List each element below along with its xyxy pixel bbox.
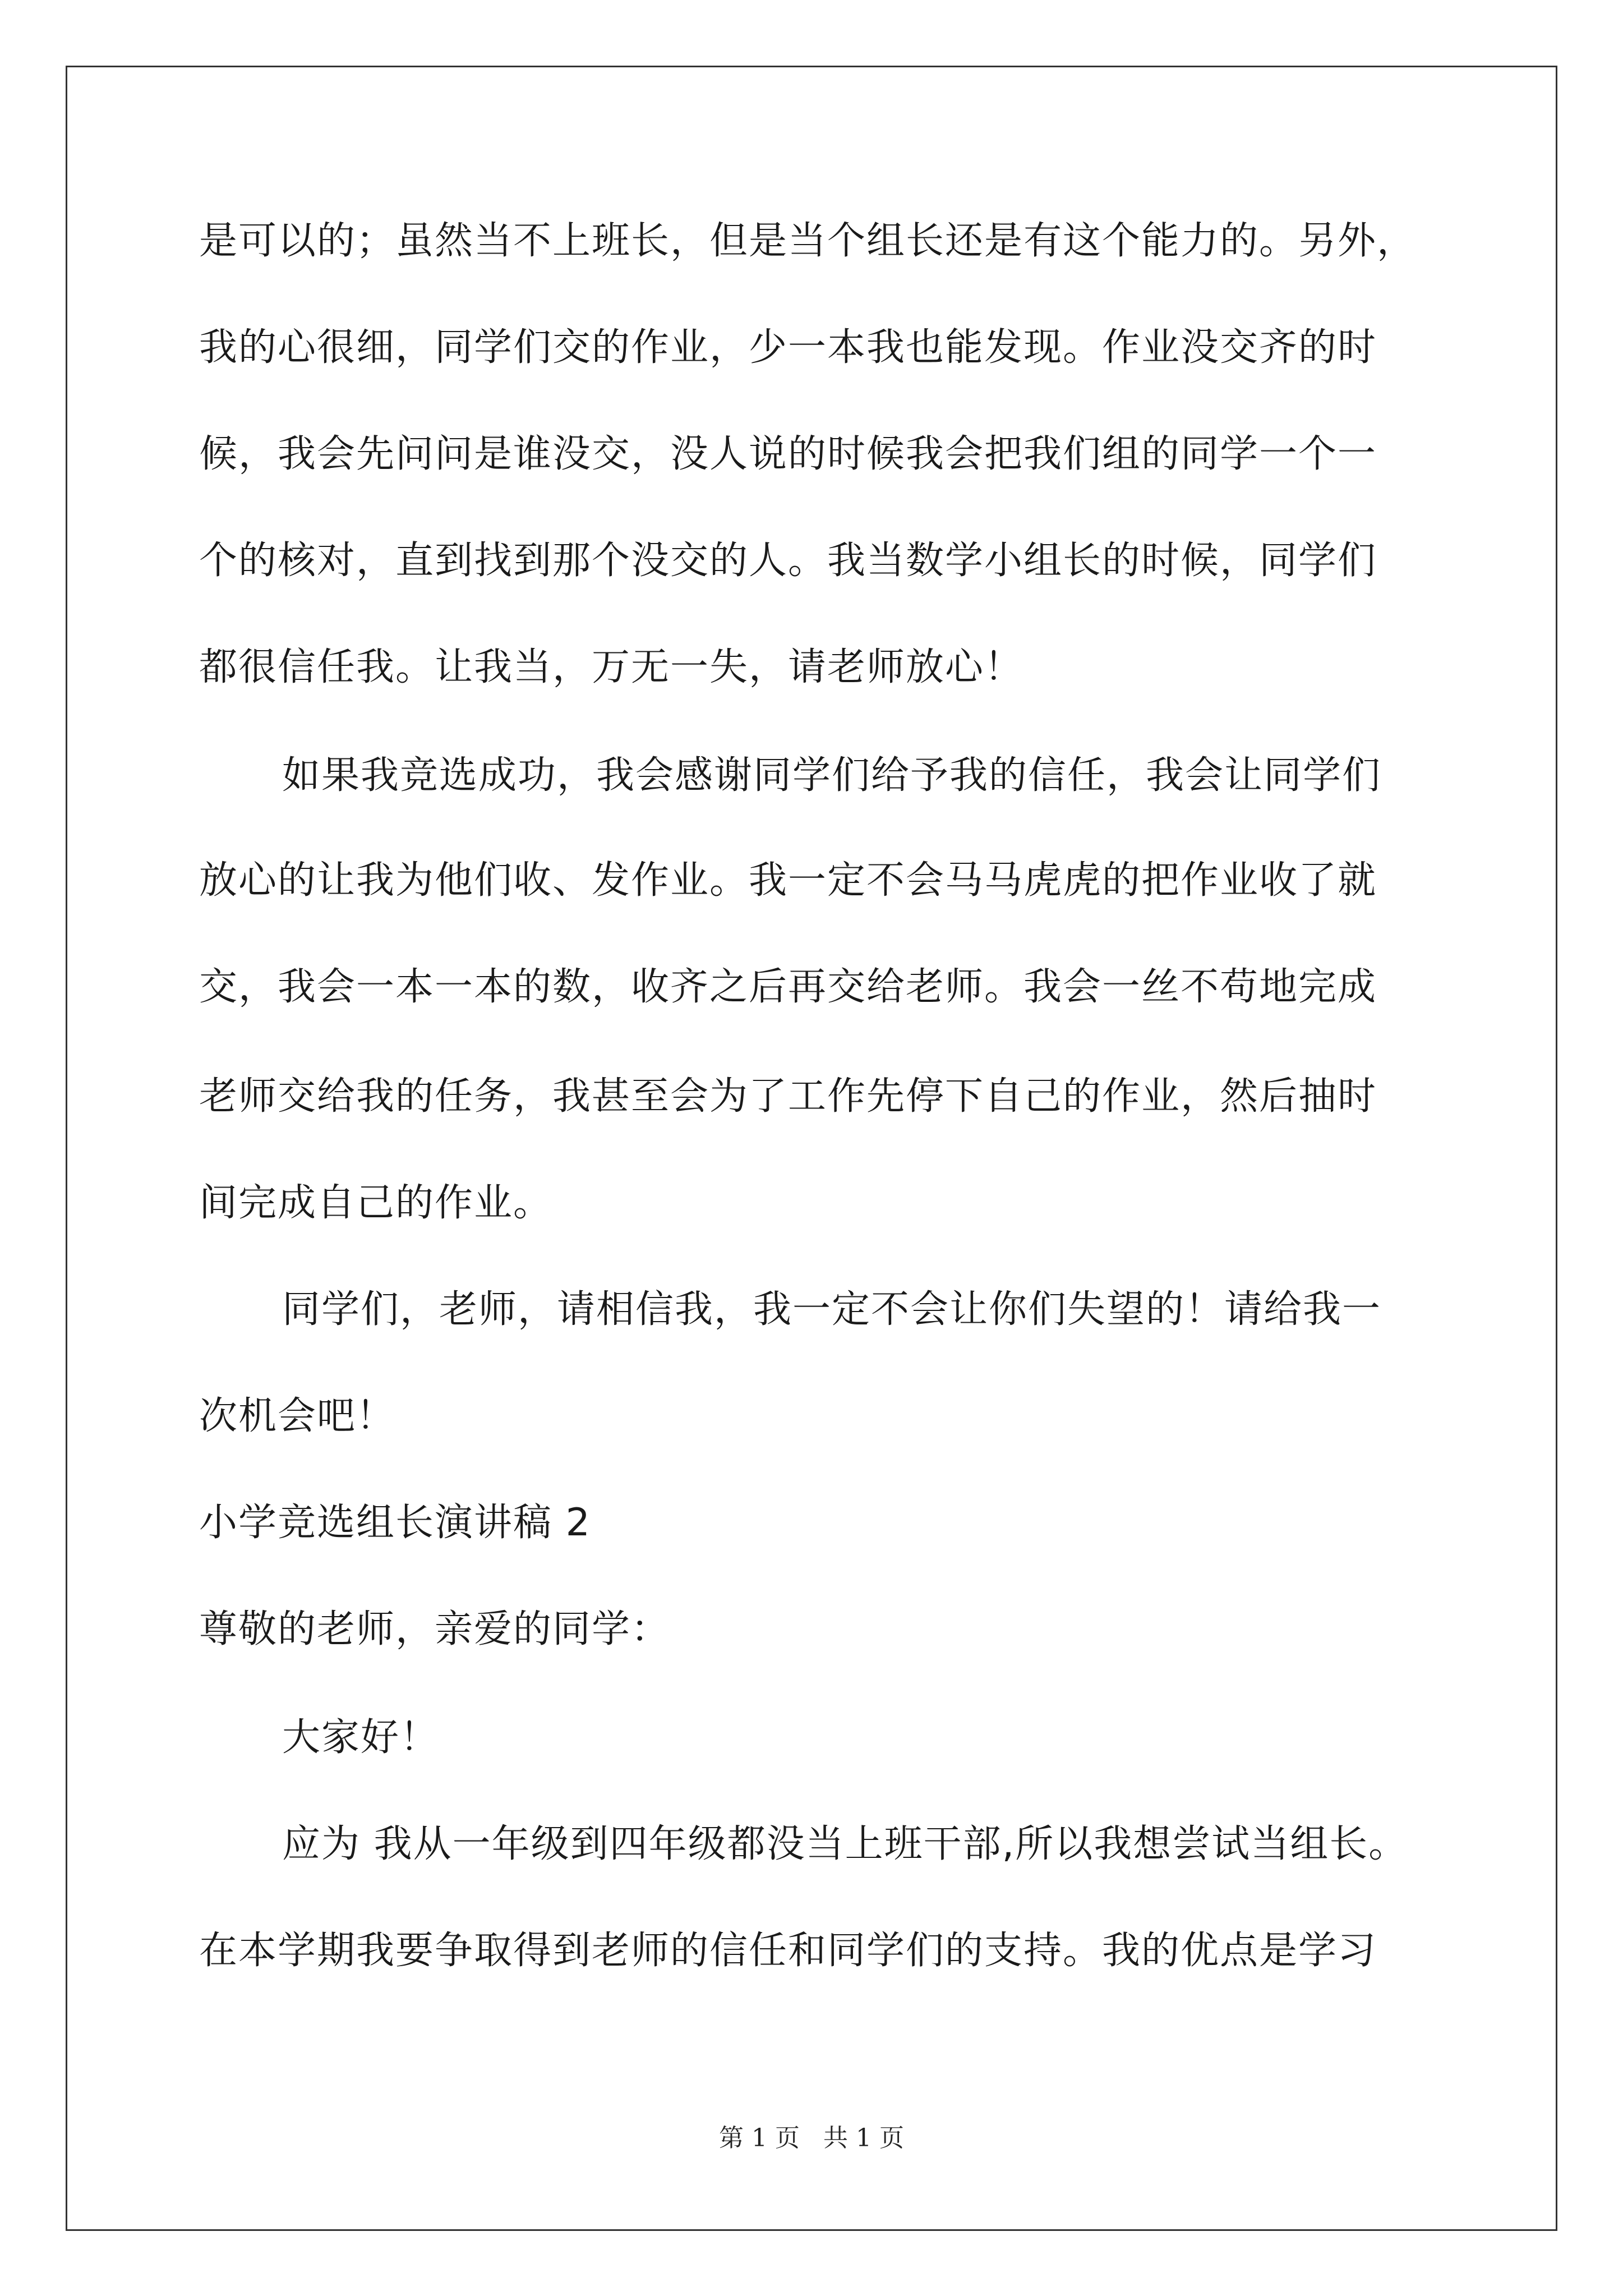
text-line: 我的心很细，同学们交的作业，少一本我也能发现。作业没交齐的时 (199, 325, 1377, 370)
text-line: 如果我竞选成功，我会感谢同学们给予我的信任，我会让同学们 (282, 753, 1382, 798)
text-line: 交，我会一本一本的数，收齐之后再交给老师。我会一丝不苟地完成 (199, 965, 1377, 1009)
text-line: 在本学期我要争取得到老师的信任和同学们的支持。我的优点是学习 (199, 1929, 1377, 1973)
text-line: 老师交给我的任务，我甚至会为了工作先停下自己的作业，然后抽时 (199, 1074, 1377, 1119)
salutation: 尊敬的老师，亲爱的同学： (199, 1607, 671, 1651)
text-line: 间完成自己的作业。 (199, 1181, 553, 1225)
page-number-footer: 第 1 页 共 1 页 (719, 2124, 904, 2152)
text-line: 放心的让我为他们收、发作业。我一定不会马马虎虎的把作业收了就 (199, 858, 1377, 903)
text-line: 候，我会先问问是谁没交，没人说的时候我会把我们组的同学一个一 (199, 432, 1377, 476)
text-line: 应为 我从一年级到四年级都没当上班干部,所以我想尝试当组长。 (282, 1822, 1408, 1866)
section-title: 小学竞选组长演讲稿 2 (199, 1501, 591, 1545)
text-line: 个的核对，直到找到那个没交的人。我当数学小组长的时候，同学们 (199, 539, 1377, 583)
greeting: 大家好！ (282, 1715, 440, 1760)
text-line: 是可以的；虽然当不上班长，但是当个组长还是有这个能力的。另外， (199, 219, 1417, 263)
text-line: 都很信任我。让我当，万无一失，请老师放心！ (199, 645, 1024, 689)
text-line: 同学们，老师，请相信我，我一定不会让你们失望的！请给我一 (282, 1287, 1382, 1332)
text-line: 次机会吧！ (199, 1394, 396, 1438)
page-border (66, 66, 1557, 2231)
